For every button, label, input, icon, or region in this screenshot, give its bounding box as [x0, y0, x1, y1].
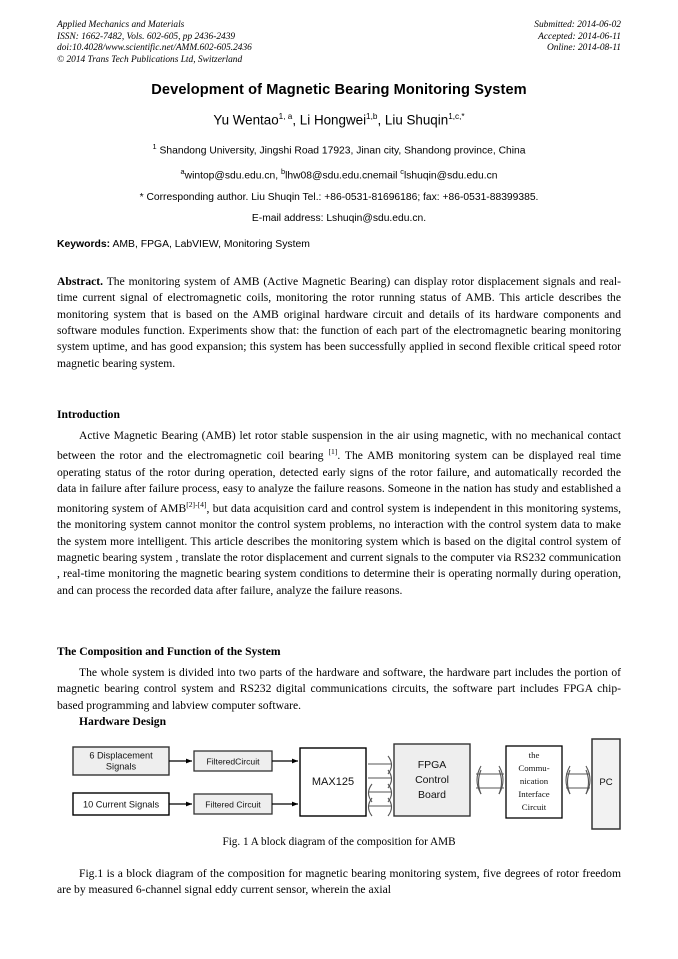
email-b-marker: b — [280, 167, 286, 177]
keywords-label: Keywords: — [57, 239, 111, 250]
intro-text-part-2: . The AMB monitoring system can be displayed real time operating status of the rotor during operation, detected early signs of the rotor failure, and automatically recorded the data in failure after failure process, easy to analyze the failure reasons. Someone in the nation has study and established a monitoring system of AMB — [57, 449, 621, 516]
masthead-right — [534, 20, 621, 55]
submitted-date: Submitted: 2014-06-02 — [534, 20, 621, 30]
author-3-name: Liu Shuqin — [384, 112, 449, 128]
masthead — [57, 20, 621, 66]
fpga-label-line3: Board — [417, 789, 447, 801]
citation-ref-2: [2]-[4] — [186, 500, 207, 510]
filter-top-label: FilteredCircuit — [206, 756, 260, 767]
masthead-left — [57, 20, 252, 66]
email-address-note: E-mail address: Lshuqin@sdu.edu.cn. — [251, 212, 427, 224]
block-pc — [592, 739, 620, 829]
affiliation-emails — [45, 161, 633, 186]
affiliation-text: Shandong University, Jingshi Road 17923, Jinan city, Shandong province, China — [159, 145, 526, 157]
introduction-heading: Introduction — [57, 408, 120, 421]
author-sep-2: , — [377, 112, 385, 128]
block-diagram-svg — [57, 736, 621, 836]
abstract-paragraph — [57, 274, 621, 372]
comm-label-line5: Circuit — [521, 802, 547, 812]
author-2-marker: 1,b — [366, 112, 378, 121]
filter-bottom-label: Filtered Circuit — [205, 799, 261, 810]
affiliation-marker: 1 — [152, 142, 157, 151]
issn-line: ISSN: 1662-7482, Vols. 602-605, pp 2436-2439 — [57, 31, 236, 42]
bus-connector-fpga-to-comm — [476, 766, 504, 794]
displacement-label-line2: Signals — [105, 761, 137, 772]
figure-1-caption: Fig. 1 A block diagram of the composition for AMB — [222, 836, 456, 848]
intro-text-part-3: , but data acquisition card and control system is independent in this monitoring systems, the monitoring system cannot monitor the control system problems, no interaction with the control system data to make the system more intelligent. This article describes the monitoring system which is based on the digital control system of magnetic bearing system , translate the rotor displacement and current signals to the computer via RS232 communication , real-time monitoring the magnetic bearing system conditions to determine their is operating normally during operation, and can process the recorded data after failure, analyze the failure reasons. — [57, 502, 622, 597]
affiliation-block — [45, 136, 633, 229]
fpga-label-line2: Control — [415, 774, 449, 786]
bus-connector-adc-to-fpga — [368, 756, 392, 816]
block-displacement-signals — [73, 747, 169, 775]
keywords-values: AMB, FPGA, LabVIEW, Monitoring System — [110, 239, 310, 250]
current-label: 10 Current Signals — [82, 799, 160, 810]
block-communication-interface-circuit — [506, 746, 562, 818]
author-2-name: Li Hongwei — [299, 112, 367, 128]
author-list — [57, 112, 621, 127]
block-fpga-control-board — [394, 744, 470, 816]
max125-label: MAX125 — [311, 776, 355, 788]
keywords-line — [57, 239, 621, 250]
composition-heading: The Composition and Function of the System — [57, 645, 281, 658]
comm-label-line3: nication — [519, 776, 549, 786]
email-c: lshuqin@sdu.edu.cn — [404, 170, 498, 182]
online-date: Online: 2014-08-11 — [546, 43, 621, 54]
affiliation-institution — [45, 136, 633, 161]
block-current-signals — [73, 793, 169, 815]
block-max125 — [300, 748, 366, 816]
composition-paragraph: The whole system is divided into two parts of the hardware and software, the hardware part includes the portion of magnetic bearing control system and RS232 digital communications circuits, the software part includes FPGA chip-based programming and labview computer software. — [57, 666, 621, 712]
corresponding-author-note: * Corresponding author. Liu Shuqin Tel.: +86-0531-81696186; fax: +86-0531-88399385. — [139, 191, 539, 203]
email-a-marker: a — [180, 167, 185, 177]
abstract-text: The monitoring system of AMB (Active Magnetic Bearing) can display rotor displacement signals and real-time current signal of electromagnetic coils, monitoring the rotor running status of AMB. This article describes the monitoring system that is based on the AMB original hardware circuit and details of its hardware components and software modules function. Experiments show that: the function of each part of the electromagnetic bearing monitoring system uptime, and has good expansion; this system has been successfully applied in second flexible critical speed rotor magnetic bearing system. — [57, 275, 621, 370]
email-c-marker: c — [400, 167, 404, 177]
doi-line: doi:10.4028/www.scientific.net/AMM.602-605.2436 — [57, 43, 252, 54]
comm-label-line2: Commu- — [518, 763, 550, 773]
block-filtered-circuit-bottom — [194, 794, 272, 814]
intro-text-part-1: Active Magnetic Bearing (AMB) let rotor stable suspension in the air using magnetic, with no mechanical contact between the rotor and the electromagnetic coil bearing — [57, 429, 621, 463]
author-sep-1: , — [292, 112, 300, 128]
block-filtered-circuit-top — [194, 751, 272, 771]
email-a: wintop@sdu.edu.cn, — [184, 170, 281, 182]
figure-1 — [57, 736, 621, 836]
journal-name: Applied Mechanics and Materials — [57, 20, 185, 30]
page-title: Development of Magnetic Bearing Monitoring System — [151, 82, 527, 98]
bus-connector-comm-to-pc — [566, 766, 590, 794]
author-3-marker: 1,c,* — [448, 112, 465, 121]
introduction-paragraph — [57, 428, 621, 599]
copyright-line: © 2014 Trans Tech Publications Ltd, Switzerland — [57, 54, 243, 65]
author-1-marker: 1, a — [278, 112, 293, 121]
abstract-label: Abstract. — [57, 275, 104, 288]
fpga-label-line1: FPGA — [417, 759, 447, 771]
displacement-label-line1: 6 Displacement — [89, 750, 153, 761]
hardware-design-heading: Hardware Design — [79, 715, 167, 728]
comm-label-line1: the — [528, 750, 540, 760]
comm-label-line4: Interface — [518, 789, 550, 799]
pc-label: PC — [599, 777, 613, 788]
author-1-name: Yu Wentao — [213, 112, 279, 128]
citation-ref-1: [1] — [328, 447, 338, 457]
after-figure-paragraph: Fig.1 is a block diagram of the composition for magnetic bearing monitoring system, five degrees of rotor freedom are by measured 6-channel signal eddy current sensor, wherein the axial — [57, 867, 621, 897]
accepted-date: Accepted: 2014-06-11 — [538, 31, 621, 42]
email-b: lhw08@sdu.edu.cnemail — [285, 170, 401, 182]
